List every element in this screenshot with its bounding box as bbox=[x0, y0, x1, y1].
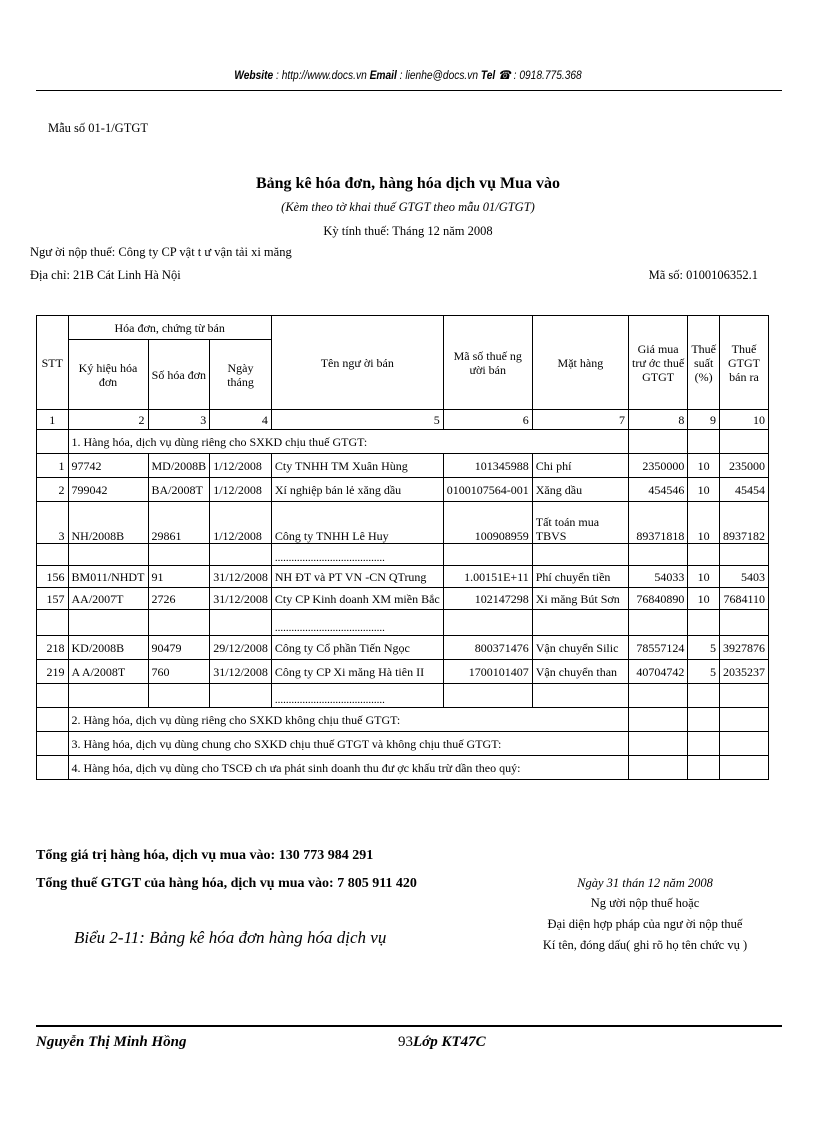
row-item: Xăng dầu bbox=[532, 478, 628, 502]
row-number: 91 bbox=[148, 566, 210, 588]
header-rate: Thuế suất (%) bbox=[688, 316, 720, 410]
header-number: Số hóa đơn bbox=[148, 340, 210, 410]
row-vat: 3927876 bbox=[719, 636, 768, 660]
tax-code: Mã số: 0100106352.1 bbox=[648, 268, 758, 282]
table-row bbox=[37, 478, 769, 502]
tax-period: Kỳ tính thuế: Tháng 12 năm 2008 bbox=[323, 224, 493, 238]
ellipsis-row bbox=[37, 544, 769, 566]
taxpayer: Ngư ời nộp thuế: Công ty CP vật t ư vận tải xi măng bbox=[30, 245, 292, 259]
row-symbol: A A/2008T bbox=[68, 660, 148, 684]
col-num: 4 bbox=[210, 410, 272, 430]
signature-line-2: Đại diện hợp pháp của ngư ời nộp thuế bbox=[547, 917, 743, 931]
row-price: 54033 bbox=[628, 566, 687, 588]
row-tax: 102147298 bbox=[443, 588, 532, 610]
phone-icon: ☎ bbox=[498, 68, 511, 82]
row-stt: 219 bbox=[37, 660, 69, 684]
row-vat: 8937182 bbox=[719, 502, 768, 544]
column-number-row bbox=[37, 410, 769, 430]
ellipsis: ........................................ bbox=[271, 610, 443, 636]
row-date: 31/12/2008 bbox=[210, 566, 272, 588]
row-price: 76840890 bbox=[628, 588, 687, 610]
class-name: Lớp KT47C bbox=[413, 1034, 486, 1050]
row-symbol: 799042 bbox=[68, 478, 148, 502]
header-price: Giá mua trư ớc thuế GTGT bbox=[628, 316, 687, 410]
row-rate: 5 bbox=[688, 660, 720, 684]
signature-line-1: Ng ười nộp thuế hoặc bbox=[590, 896, 700, 910]
col-num: 6 bbox=[443, 410, 532, 430]
row-number: 2726 bbox=[148, 588, 210, 610]
table-row bbox=[37, 454, 769, 478]
table-row bbox=[37, 660, 769, 684]
section-row bbox=[37, 732, 769, 756]
row-tax: 0100107564-001 bbox=[443, 478, 532, 502]
row-seller: Công ty TNHH Lê Huy bbox=[271, 502, 443, 544]
col-num: 5 bbox=[271, 410, 443, 430]
row-tax: 100908959 bbox=[443, 502, 532, 544]
row-number: MD/2008B bbox=[148, 454, 210, 478]
table-header-row bbox=[37, 316, 769, 340]
row-rate: 10 bbox=[688, 502, 720, 544]
row-price: 40704742 bbox=[628, 660, 687, 684]
email-label: Email bbox=[369, 68, 397, 82]
col-num: 2 bbox=[68, 410, 148, 430]
col-num: 9 bbox=[688, 410, 720, 430]
table-row bbox=[37, 566, 769, 588]
header-stt: STT bbox=[37, 316, 69, 410]
row-vat: 2035237 bbox=[719, 660, 768, 684]
ellipsis-row bbox=[37, 610, 769, 636]
tel-label: Tel bbox=[480, 68, 496, 82]
row-symbol: KD/2008B bbox=[68, 636, 148, 660]
tel-number: : 0918.775.368 bbox=[513, 68, 582, 82]
row-stt: 218 bbox=[37, 636, 69, 660]
row-rate: 10 bbox=[688, 454, 720, 478]
row-tax: 101345988 bbox=[443, 454, 532, 478]
header-symbol: Ký hiệu hóa đơn bbox=[68, 340, 148, 410]
col-num: 8 bbox=[628, 410, 687, 430]
row-tax: 1700101407 bbox=[443, 660, 532, 684]
section-4-label: 4. Hàng hóa, dịch vụ dùng cho TSCĐ ch ưa phát sinh doanh thu đư ợc khấu trừ dần theo quý: bbox=[68, 756, 628, 780]
page-number: 93 bbox=[398, 1034, 413, 1050]
row-date: 1/12/2008 bbox=[210, 454, 272, 478]
row-tax: 1.00151E+11 bbox=[443, 566, 532, 588]
row-rate: 10 bbox=[688, 566, 720, 588]
row-date: 1/12/2008 bbox=[210, 478, 272, 502]
signature-date: Ngày 31 thán 12 năm 2008 bbox=[577, 876, 713, 890]
row-item: Vận chuyển Silic bbox=[532, 636, 628, 660]
signature-line-3: Kí tên, đóng dấu( ghi rõ họ tên chức vụ ) bbox=[542, 938, 748, 952]
ellipsis-row bbox=[37, 684, 769, 708]
row-symbol: 97742 bbox=[68, 454, 148, 478]
row-seller: Xí nghiệp bán lẻ xăng dầu bbox=[271, 478, 443, 502]
page-footer bbox=[398, 1034, 486, 1051]
section-1-label: 1. Hàng hóa, dịch vụ dùng riêng cho SXKD chịu thuế GTGT: bbox=[68, 430, 628, 454]
section-3-label: 3. Hàng hóa, dịch vụ dùng chung cho SXKD chịu thuế GTGT và không chịu thuế GTGT: bbox=[68, 732, 628, 756]
total-vat: Tổng thuế GTGT của hàng hóa, dịch vụ mua vào: 7 805 911 420 bbox=[36, 876, 417, 891]
page-subtitle: (Kèm theo tờ khai thuế GTGT theo mẫu 01/GTGT) bbox=[281, 200, 535, 214]
row-price: 89371818 bbox=[628, 502, 687, 544]
row-symbol: NH/2008B bbox=[68, 502, 148, 544]
row-stt: 3 bbox=[37, 502, 69, 544]
row-item: Chi phí bbox=[532, 454, 628, 478]
row-stt: 2 bbox=[37, 478, 69, 502]
col-num: 10 bbox=[719, 410, 768, 430]
row-item: Tất toán mua TBVS bbox=[532, 502, 628, 544]
form-number: Mẫu số 01-1/GTGT bbox=[48, 121, 148, 135]
footer-divider bbox=[36, 1025, 782, 1027]
row-number: BA/2008T bbox=[148, 478, 210, 502]
row-item: Vận chuyển than bbox=[532, 660, 628, 684]
total-goods-value: Tổng giá trị hàng hóa, dịch vụ mua vào: 130 773 984 291 bbox=[36, 848, 374, 863]
row-price: 78557124 bbox=[628, 636, 687, 660]
row-symbol: BM011/NHDT bbox=[68, 566, 148, 588]
row-number: 760 bbox=[148, 660, 210, 684]
header-item: Mặt hàng bbox=[532, 316, 628, 410]
col-num: 7 bbox=[532, 410, 628, 430]
email-address[interactable]: : lienhe@docs.vn bbox=[399, 68, 479, 82]
row-symbol: AA/2007T bbox=[68, 588, 148, 610]
row-vat: 5403 bbox=[719, 566, 768, 588]
col-num: 1 bbox=[37, 410, 69, 430]
header-date: Ngày tháng bbox=[210, 340, 272, 410]
row-stt: 156 bbox=[37, 566, 69, 588]
website-label: Website bbox=[234, 68, 274, 82]
row-vat: 235000 bbox=[719, 454, 768, 478]
row-date: 31/12/2008 bbox=[210, 660, 272, 684]
ellipsis: ........................................ bbox=[271, 684, 443, 708]
row-date: 31/12/2008 bbox=[210, 588, 272, 610]
page-title: Bảng kê hóa đơn, hàng hóa dịch vụ Mua vào bbox=[255, 175, 561, 192]
col-num: 3 bbox=[148, 410, 210, 430]
row-number: 29861 bbox=[148, 502, 210, 544]
row-number: 90479 bbox=[148, 636, 210, 660]
row-seller: NH ĐT và PT VN -CN QTrung bbox=[271, 566, 443, 588]
table-row bbox=[37, 636, 769, 660]
row-stt: 157 bbox=[37, 588, 69, 610]
row-rate: 5 bbox=[688, 636, 720, 660]
website-url[interactable]: : http://www.docs.vn bbox=[276, 68, 367, 82]
website-header bbox=[61, 68, 755, 82]
row-vat: 7684110 bbox=[719, 588, 768, 610]
row-date: 29/12/2008 bbox=[210, 636, 272, 660]
row-seller: Cty CP Kinh doanh XM miền Bắc bbox=[271, 588, 443, 610]
header-seller: Tên ngư ời bán bbox=[271, 316, 443, 410]
row-seller: Công ty CP Xi măng Hà tiên II bbox=[271, 660, 443, 684]
row-vat: 45454 bbox=[719, 478, 768, 502]
section-row bbox=[37, 430, 769, 454]
row-price: 2350000 bbox=[628, 454, 687, 478]
section-2-label: 2. Hàng hóa, dịch vụ dùng riêng cho SXKD không chịu thuế GTGT: bbox=[68, 708, 628, 732]
row-stt: 1 bbox=[37, 454, 69, 478]
row-seller: Cty TNHH TM Xuân Hùng bbox=[271, 454, 443, 478]
section-row bbox=[37, 708, 769, 732]
ellipsis: ........................................ bbox=[271, 544, 443, 566]
row-rate: 10 bbox=[688, 588, 720, 610]
row-price: 454546 bbox=[628, 478, 687, 502]
row-item: Phí chuyển tiền bbox=[532, 566, 628, 588]
table-row bbox=[37, 588, 769, 610]
header-divider bbox=[36, 90, 782, 91]
header-invoice-group: Hóa đơn, chứng từ bán bbox=[68, 316, 271, 340]
section-row bbox=[37, 756, 769, 780]
invoice-table bbox=[36, 315, 769, 780]
row-seller: Công ty Cổ phần Tiến Ngọc bbox=[271, 636, 443, 660]
row-rate: 10 bbox=[688, 478, 720, 502]
header-vat: Thuế GTGT bán ra bbox=[719, 316, 768, 410]
address: Địa chỉ: 21B Cát Linh Hà Nội bbox=[30, 268, 181, 282]
row-item: Xi măng Bút Sơn bbox=[532, 588, 628, 610]
table-row bbox=[37, 502, 769, 544]
header-seller-tax: Mã số thuế ng ười bán bbox=[443, 316, 532, 410]
author-name: Nguyễn Thị Minh Hồng bbox=[36, 1034, 187, 1050]
row-date: 1/12/2008 bbox=[210, 502, 272, 544]
row-tax: 800371476 bbox=[443, 636, 532, 660]
figure-caption: Biểu 2-11: Bảng kê hóa đơn hàng hóa dịch vụ bbox=[74, 928, 387, 947]
